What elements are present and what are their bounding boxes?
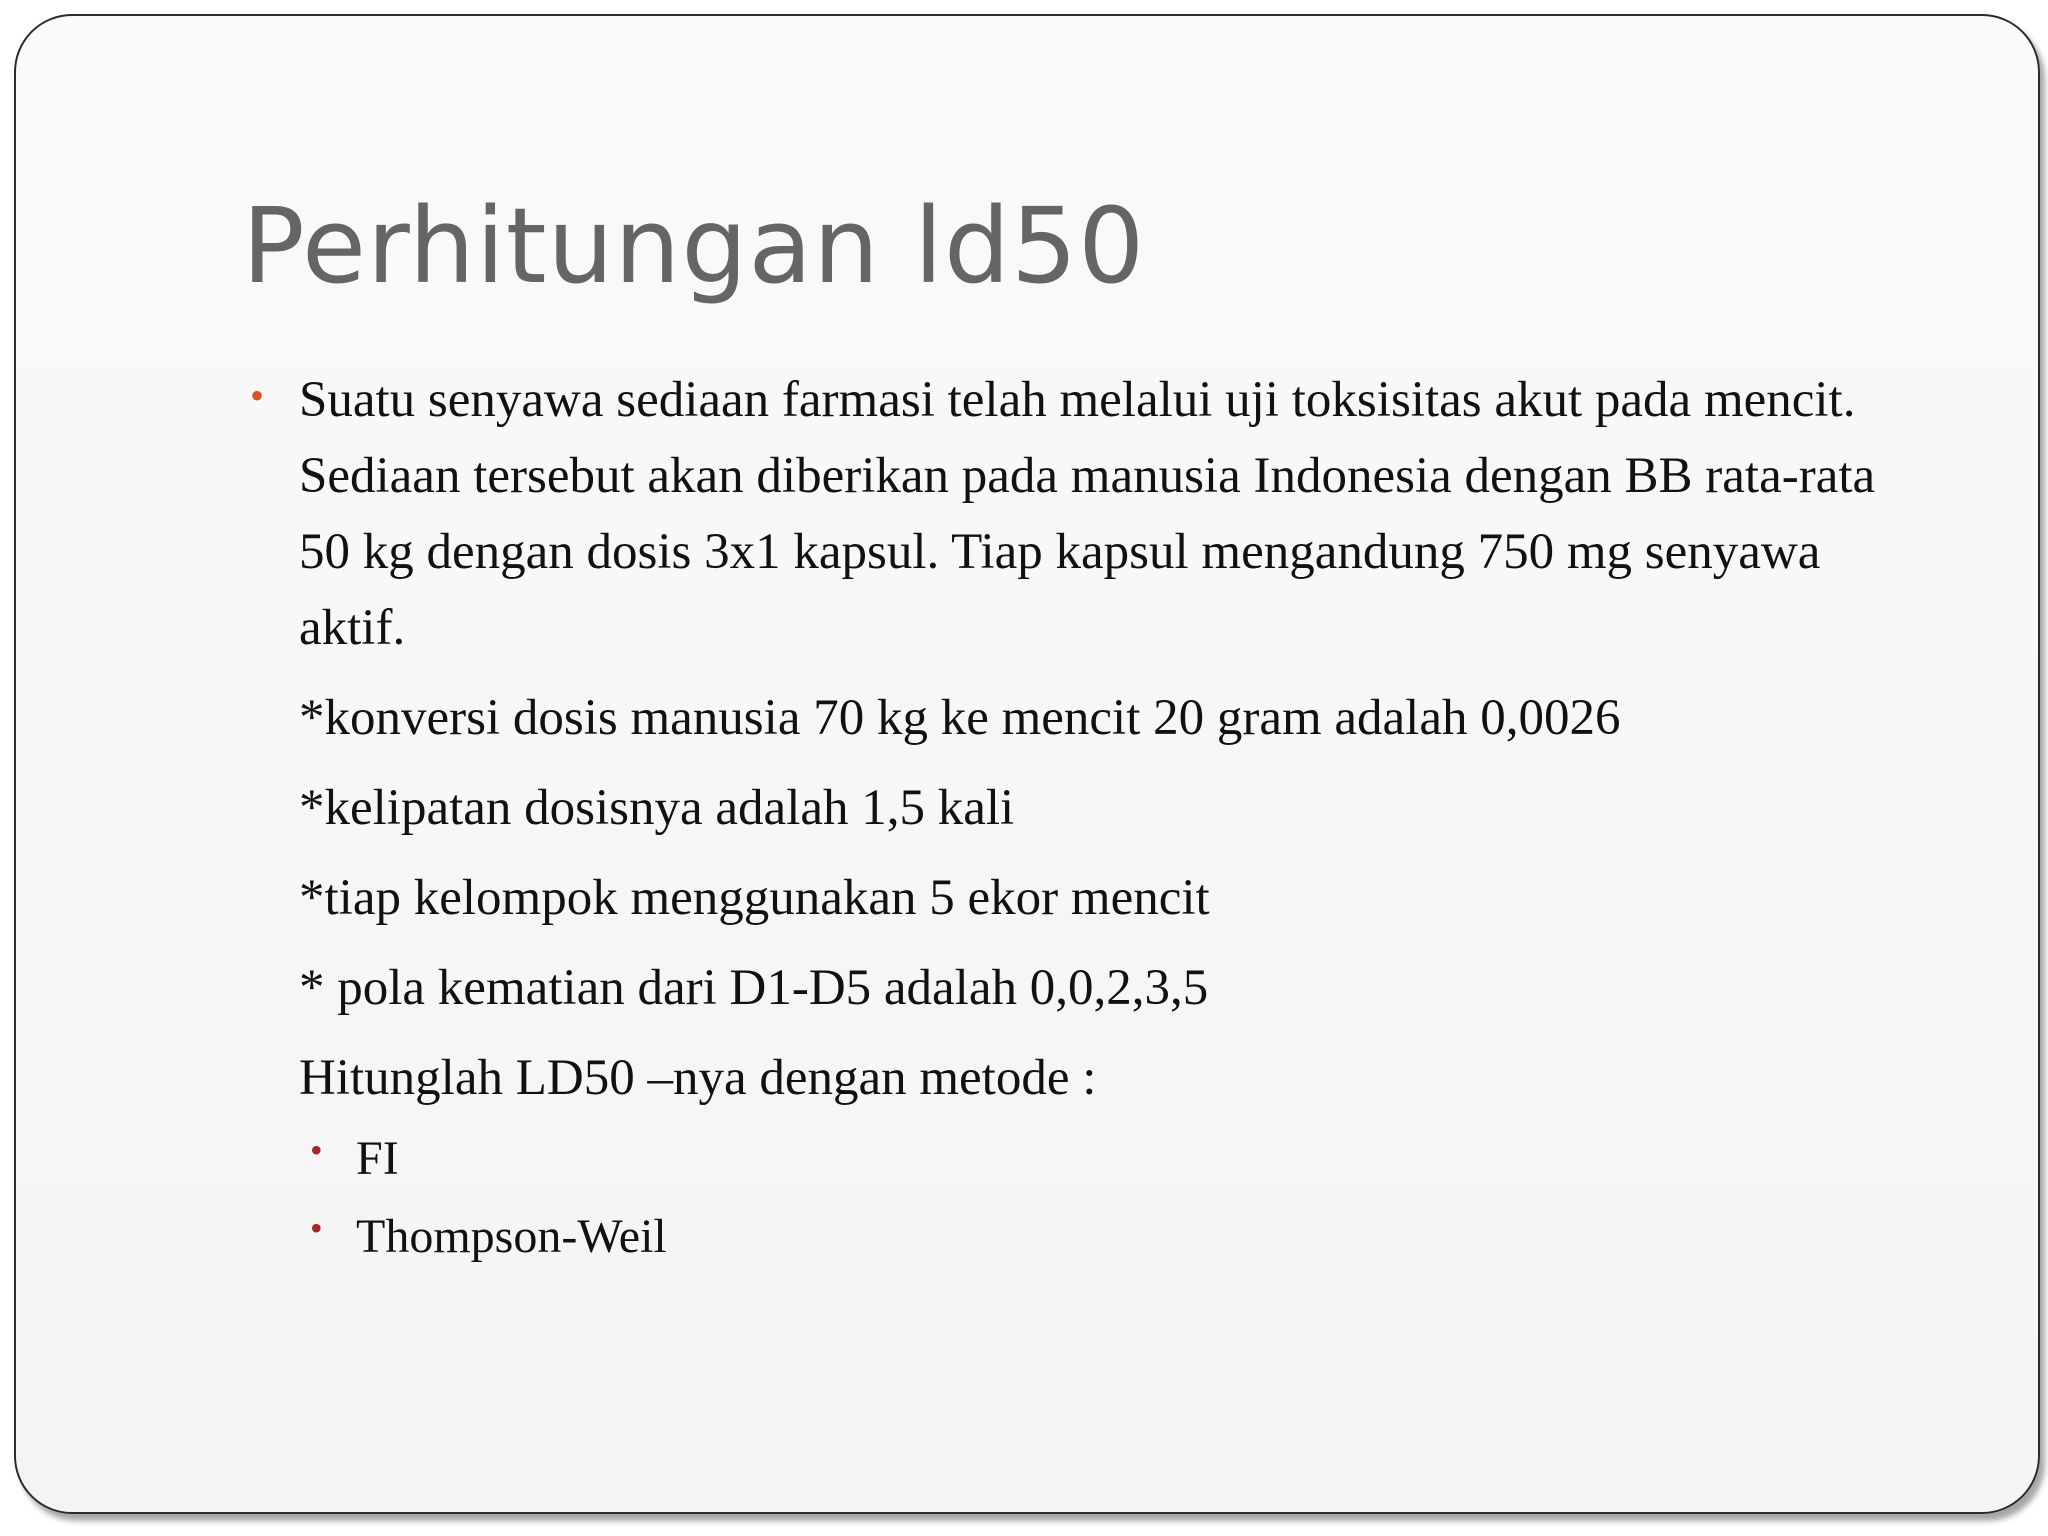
sub-bullet-dot-icon: • xyxy=(310,1208,323,1248)
sub-bullet-dot-icon: • xyxy=(310,1130,323,1170)
main-bullet-text: Suatu senyawa sediaan farmasi telah melalui uji toksisitas akut pada mencit. Sediaan tersebut akan diberikan pada manusia Indonesia dengan BB rata-rata 50 kg dengan dosis 3x1 kapsul. Tiap kapsul mengandung 750 mg senyawa aktif. xyxy=(299,372,1876,656)
slide-frame xyxy=(14,14,2040,1514)
note-line-group-size: *tiap kelompok menggunakan 5 ekor mencit xyxy=(299,870,1210,926)
note-line-death-pattern: * pola kematian dari D1-D5 adalah 0,0,2,3,5 xyxy=(299,960,1209,1016)
note-line-question: Hitunglah LD50 –nya dengan metode : xyxy=(299,1050,1097,1106)
sub-bullet-item xyxy=(242,1124,1922,1194)
bullet-dot-icon: • xyxy=(250,373,265,418)
main-bullet-item xyxy=(242,362,1922,666)
sub-bullet-text: FI xyxy=(356,1132,399,1185)
slide-title: Perhitungan ld50 xyxy=(242,185,1146,307)
note-line-conversion: *konversi dosis manusia 70 kg ke mencit 20 gram adalah 0,0026 xyxy=(299,690,1621,746)
note-line-multiplier: *kelipatan dosisnya adalah 1,5 kali xyxy=(299,780,1015,836)
sub-bullet-item xyxy=(242,1202,1922,1272)
sub-bullet-text: Thompson-Weil xyxy=(356,1210,667,1263)
slide-content xyxy=(242,362,1922,1272)
